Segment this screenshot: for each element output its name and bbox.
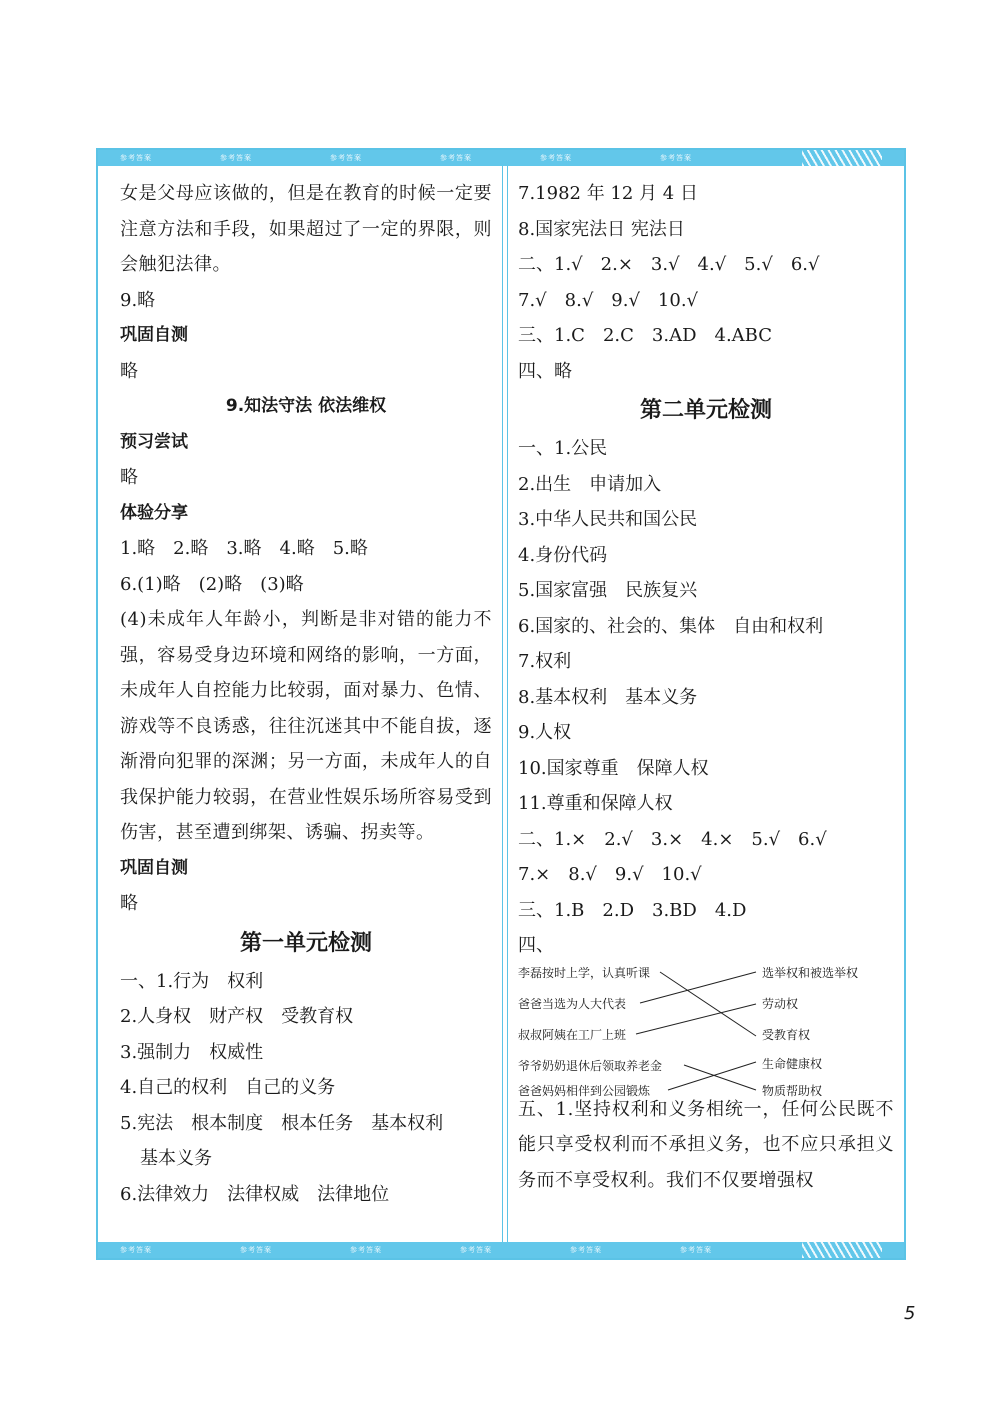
match-left-item: 爸爸妈妈相伴到公园锻炼 xyxy=(518,1083,651,1098)
answer-line: 6.国家的、社会的、集体 自由和权利 xyxy=(518,615,824,637)
match-right-item: 劳动权 xyxy=(762,996,799,1011)
unit-title: 第一单元检测 xyxy=(239,929,372,956)
stripe-decoration xyxy=(802,1242,882,1258)
unit-title: 第二单元检测 xyxy=(639,397,772,423)
match-line xyxy=(660,972,756,1036)
answer-line: 一、1.行为 权利 xyxy=(120,970,264,992)
answer-line: 四、 xyxy=(518,935,554,956)
band-tag: 参考答案 xyxy=(540,154,572,162)
answer-line: 9.人权 xyxy=(518,722,572,743)
match-left-item: 爷爷奶奶退休后领取养老金 xyxy=(518,1058,663,1073)
answer-line: 略 xyxy=(120,893,138,914)
answer-line: 略 xyxy=(120,467,138,488)
top-band xyxy=(98,150,904,166)
matching-diagram xyxy=(518,964,888,1098)
answer-line: 三、1.B 2.D 3.BD 4.D xyxy=(518,899,747,921)
stripe-decoration xyxy=(802,150,882,166)
answer-line: 略 xyxy=(120,360,138,382)
answer-line: 3.中华人民共和国公民 xyxy=(518,509,698,530)
answer-line: 2.人身权 财产权 受教育权 xyxy=(120,1006,354,1027)
band-tag: 参考答案 xyxy=(330,154,362,162)
paragraph: 女是父母应该做的，但是在教育的时候一定要注意方法和手段，如果超过了一定的界限，则会触犯法律。 xyxy=(120,183,492,275)
band-tag: 参考答案 xyxy=(220,154,252,162)
match-right-item: 物质帮助权 xyxy=(762,1083,823,1098)
answer-line: 6.(1)略 (2)略 (3)略 xyxy=(120,573,304,595)
answer-line: 10.国家尊重 保障人权 xyxy=(518,757,709,779)
answer-line: 二、1.× 2.√ 3.× 4.× 5.√ 6.√ xyxy=(518,828,827,850)
answer-line: 4.身份代码 xyxy=(518,544,608,566)
answer-line: 1.略 2.略 3.略 4.略 5.略 xyxy=(120,538,368,559)
bottom-band xyxy=(98,1242,904,1258)
band-tag: 参考答案 xyxy=(660,154,692,162)
match-line xyxy=(684,1065,756,1090)
match-left-item: 爸爸当选为人大代表 xyxy=(518,996,627,1011)
answer-line: 2.出生 申请加入 xyxy=(518,473,662,495)
match-line xyxy=(640,972,756,1003)
paragraph: (4)未成年人年龄小，判断是非对错的能力不强，容易受身边环境和网络的影响，一方面，未成年人自控能力比较弱，面对暴力、色情、游戏等不良诱惑，往往沉迷其中不能自拔，逐渐滑向犯罪的深渊；另一方面，未成年人的自我保护能力较弱，在营业性娱乐场所容易受到伤害，甚至遭到绑架、诱骗、拐卖等。 xyxy=(120,609,492,843)
answer-line: 9.略 xyxy=(120,289,156,311)
band-tag: 参考答案 xyxy=(120,154,152,162)
answer-line: 4.自己的权利 自己的义务 xyxy=(120,1077,336,1098)
lesson-title: 9.知法守法 依法维权 xyxy=(225,396,387,416)
answer-line: 7.权利 xyxy=(518,651,572,672)
band-tag: 参考答案 xyxy=(460,1246,492,1254)
section-heading: 预习尝试 xyxy=(120,431,188,452)
answer-line: 11.尊重和保障人权 xyxy=(518,793,673,814)
page-number: 5 xyxy=(904,1303,916,1324)
answer-line: 三、1.C 2.C 3.AD 4.ABC xyxy=(518,325,773,346)
band-tag: 参考答案 xyxy=(440,154,472,162)
match-left-item: 叔叔阿姨在工厂上班 xyxy=(518,1027,627,1042)
answer-line: 7.√ 8.√ 9.√ 10.√ xyxy=(518,289,699,311)
answer-line: 3.强制力 权威性 xyxy=(120,1041,264,1063)
answer-line: 基本义务 xyxy=(140,1148,212,1169)
answer-line: 5.国家富强 民族复兴 xyxy=(518,580,698,601)
answer-line: 7.× 8.√ 9.√ 10.√ xyxy=(518,864,702,885)
band-tag: 参考答案 xyxy=(570,1246,602,1254)
column-divider xyxy=(502,166,508,1242)
match-right-item: 受教育权 xyxy=(762,1027,811,1042)
answer-frame xyxy=(96,148,906,1260)
answer-line: 8.基本权利 基本义务 xyxy=(518,686,698,708)
section-heading: 巩固自测 xyxy=(120,857,188,878)
band-tag: 参考答案 xyxy=(680,1246,712,1254)
match-line xyxy=(636,1004,756,1034)
section-heading: 巩固自测 xyxy=(120,325,188,345)
band-tag: 参考答案 xyxy=(240,1246,272,1254)
paragraph: 五、1.坚持权利和义务相统一，任何公民既不能只享受权利而不承担义务，也不应只承担义务而不享受权利。我们不仅要增强权 xyxy=(518,1098,894,1191)
answer-line: 6.法律效力 法律权威 法律地位 xyxy=(120,1183,390,1205)
answer-line: 8.国家宪法日 宪法日 xyxy=(518,218,685,240)
match-right-item: 生命健康权 xyxy=(762,1056,823,1071)
left-column xyxy=(120,176,492,1212)
answer-line: 7.1982 年 12 月 4 日 xyxy=(518,183,698,204)
band-tag: 参考答案 xyxy=(350,1246,382,1254)
match-right-item: 选举权和被选举权 xyxy=(762,965,859,980)
answer-line: 二、1.√ 2.× 3.√ 4.√ 5.√ 6.√ xyxy=(518,254,820,275)
answer-line: 5.宪法 根本制度 根本任务 基本权利 xyxy=(120,1112,444,1134)
right-column xyxy=(518,176,894,1198)
section-heading: 体验分享 xyxy=(120,502,188,523)
band-tag: 参考答案 xyxy=(120,1246,152,1254)
match-left-item: 李磊按时上学，认真听课 xyxy=(518,965,651,980)
answer-line: 一、1.公民 xyxy=(518,438,608,459)
answer-line: 四、略 xyxy=(518,360,572,382)
